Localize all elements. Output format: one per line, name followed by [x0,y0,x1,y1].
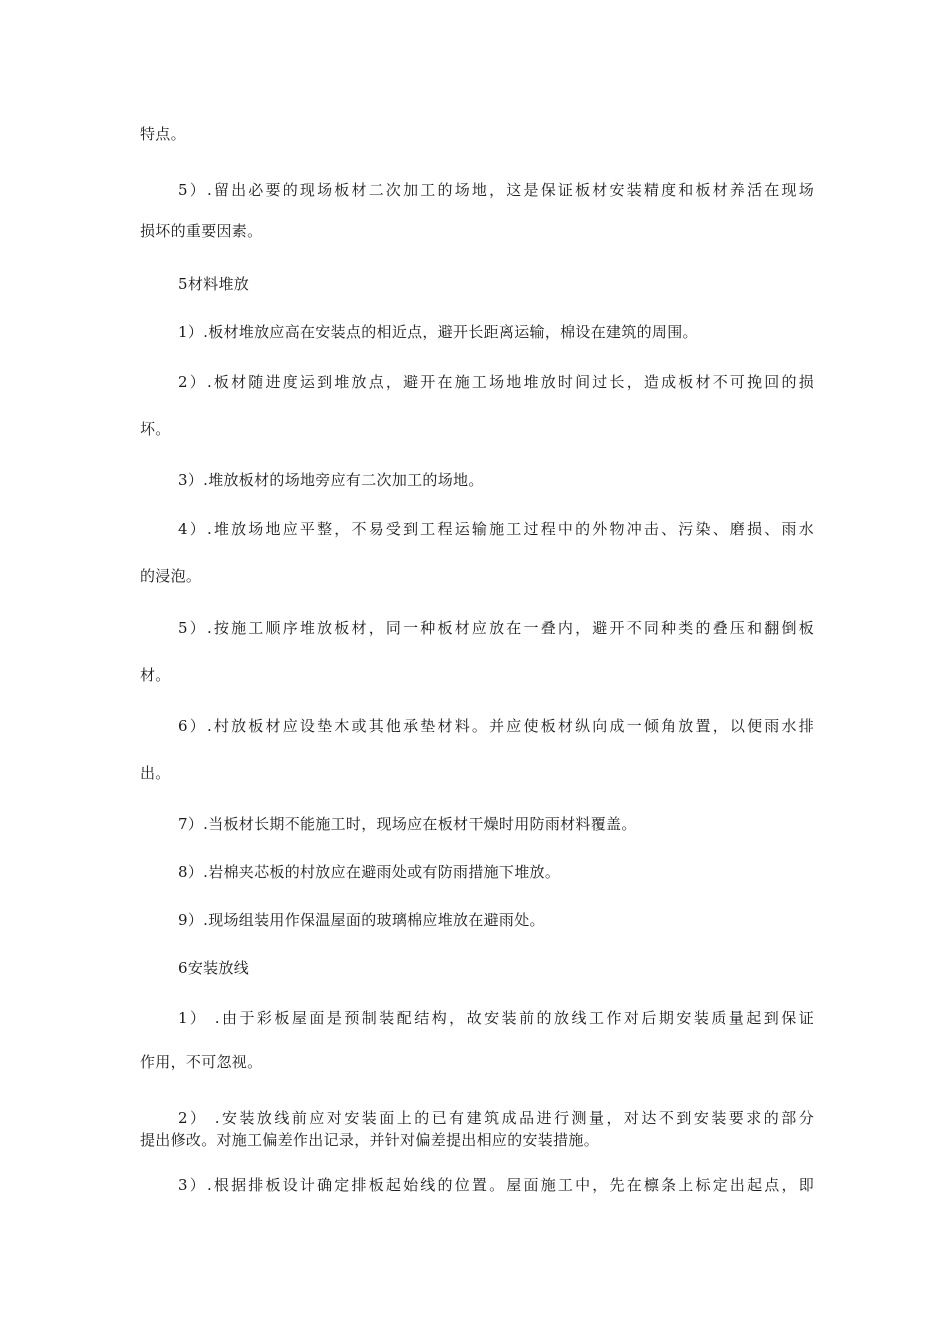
text-line: 1）.板材堆放应高在安装点的相近点，避开长距离运输，棉设在建筑的周围。 [178,323,698,341]
text-line: 2） .安装放线前应对安装面上的已有建筑成品进行测量，对达不到安装要求的部分 [178,1109,814,1127]
text-line: 3）.根据排板设计确定排板起始线的位置。屋面施工中，先在檩条上标定出起点，即 [178,1176,814,1194]
text-line: 4）.堆放场地应平整，不易受到工程运输施工过程中的外物冲击、污染、磨损、雨水 [178,520,814,538]
text-line: 5）.留出必要的现场板材二次加工的场地，这是保证板材安装精度和板材养活在现场 [178,181,814,199]
text-line: 材。 [140,666,171,684]
text-line: 8）.岩棉夹芯板的村放应在避雨处或有防雨措施下堆放。 [178,863,561,881]
text-line: 1） .由于彩板屋面是预制装配结构，故安装前的放线工作对后期安装质量起到保证 [178,1009,814,1027]
text-line: 损坏的重要因素。 [140,222,263,240]
text-line: 9）.现场组装用作保温屋面的玻璃棉应堆放在避雨处。 [178,911,545,929]
text-line: 2）.板材随进度运到堆放点，避开在施工场地堆放时间过长，造成板材不可挽回的损 [178,373,814,391]
text-line: 3）.堆放板材的场地旁应有二次加工的场地。 [178,471,484,489]
section-heading: 5材料堆放 [178,275,250,293]
text-line: 特点。 [140,125,186,143]
text-line: 的浸泡。 [140,567,202,585]
section-heading: 6安装放线 [178,959,250,977]
text-line: 坏。 [140,420,171,438]
text-line: 提出修改。对施工偏差作出记录，并针对偏差提出相应的安装措施。 [140,1131,600,1149]
text-line: 6）.村放板材应设垫木或其他承垫材料。并应使板材纵向成一倾角放置，以便雨水排 [178,717,814,735]
text-line: 出。 [140,764,171,782]
text-line: 7）.当板材长期不能施工时，现场应在板材干燥时用防雨材料覆盖。 [178,815,637,833]
text-line: 5）.按施工顺序堆放板材，同一种板材应放在一叠内，避开不同种类的叠压和翻倒板 [178,619,814,637]
text-line: 作用，不可忽视。 [140,1053,263,1071]
